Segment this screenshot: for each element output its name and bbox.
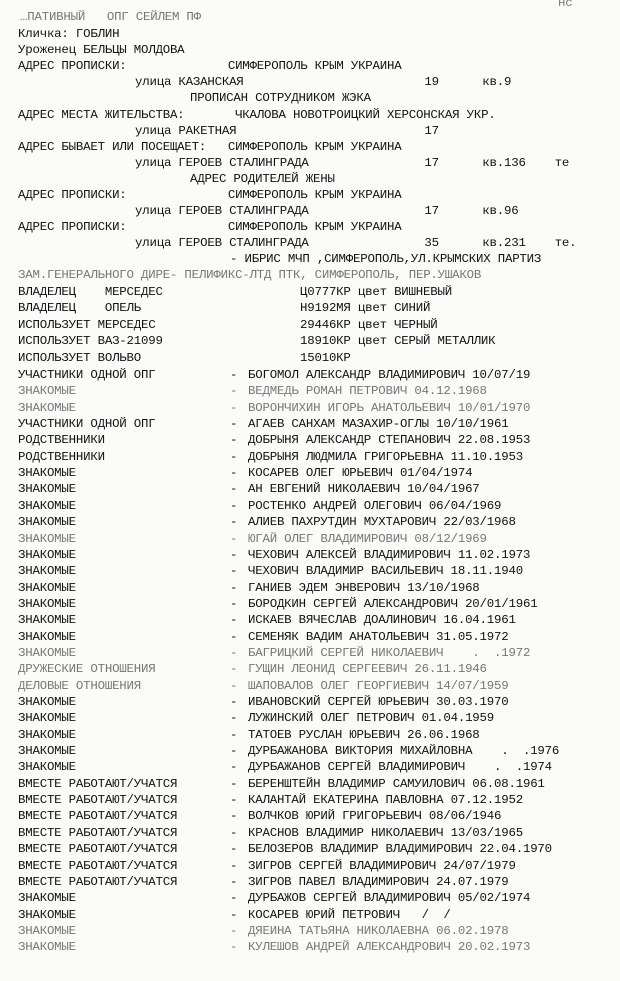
address-line: АДРЕС МЕСТА ЖИТЕЛЬСТВА: ЧКАЛОВА НОВОТРОИЦКИЙ ХЕРСОНСКАЯ УКР.	[18, 108, 496, 122]
relation-label: ЗНАКОМЫЕ	[18, 547, 76, 562]
relation-label: ЗНАКОМЫЕ	[18, 744, 76, 759]
relation-dash: -	[230, 760, 238, 775]
relation-dash: -	[230, 629, 238, 644]
relation-dash: -	[230, 662, 238, 677]
corner-mark: нс	[558, 0, 573, 10]
relation-label: УЧАСТНИКИ ОДНОЙ ОПГ	[18, 417, 156, 432]
relation-person: ГАНИЕВ ЭДЕМ ЭНВЕРОВИЧ 13/10/1968	[248, 580, 480, 595]
relation-label: ЗНАКОМЫЕ	[18, 580, 76, 595]
relation-dash: -	[230, 776, 238, 791]
relation-person: ШАПОВАЛОВ ОЛЕГ ГЕОРГИЕВИЧ 14/07/1959	[248, 678, 509, 693]
relation-label: УЧАСТНИКИ ОДНОЙ ОПГ	[18, 368, 156, 382]
relation-label: ЗНАКОМЫЕ	[18, 482, 76, 497]
vehicle-role: ВЛАДЕЛЕЦ МЕРСЕДЕС	[18, 285, 163, 299]
relation-person: ЮГАЙ ОЛЕГ ВЛАДИМИРОВИЧ 08/12/1969	[248, 531, 487, 546]
relation-dash: -	[230, 727, 238, 742]
address-line: АДРЕС ПРОПИСКИ: СИМФЕРОПОЛЬ КРЫМ УКРАИНА	[18, 59, 402, 73]
address-line: улица ГЕРОЕВ СТАЛИНГРАДА 35 кв.231 те.	[135, 236, 577, 250]
relation-dash: -	[230, 564, 238, 579]
business-line: ЗАМ.ГЕНЕРАЛЬНОГО ДИРЕ- ПЕЛИФИКС-ЛТД ПТК, СИМФЕРОПОЛЬ, ПЕР.УШАКОВ	[18, 268, 482, 282]
relation-person: ТАТОЕВ РУСЛАН ЮРЬЕВИЧ 26.06.1968	[248, 727, 480, 742]
relation-label: ДРУЖЕСКИЕ ОТНОШЕНИЯ	[18, 662, 156, 677]
relation-label: РОДСТВЕННИКИ	[18, 433, 105, 448]
relation-dash: -	[230, 400, 238, 415]
vehicle-role: ВЛАДЕЛЕЦ ОПЕЛЬ	[18, 301, 142, 316]
relation-person: ГУЩИН ЛЕОНИД СЕРГЕЕВИЧ 26.11.1946	[248, 662, 487, 677]
relation-person: ДУРБАЖАНОВ СЕРГЕЙ ВЛАДИМИРОВИЧ . .1974	[248, 760, 552, 775]
address-line: улица ГЕРОЕВ СТАЛИНГРАДА 17 кв.96	[135, 204, 519, 218]
relation-person: СЕМЕНЯК ВАДИМ АНАТОЛЬЕВИЧ 31.05.1972	[248, 629, 509, 644]
relation-label: ЗНАКОМЫЕ	[18, 645, 76, 660]
address-line: АДРЕС ПРОПИСКИ: СИМФЕРОПОЛЬ КРЫМ УКРАИНА	[18, 188, 402, 202]
relation-label: ЗНАКОМЫЕ	[18, 891, 76, 906]
relation-dash: -	[230, 580, 238, 595]
relation-person: КОСАРЕВ ЮРИЙ ПЕТРОВИЧ / /	[248, 907, 451, 922]
relation-person: ДУРБАЖОВ СЕРГЕЙ ВЛАДИМИРОВИЧ 05/02/1974	[248, 891, 531, 906]
relation-dash: -	[230, 531, 238, 546]
relation-dash: -	[230, 793, 238, 808]
relation-person: ЗИГРОВ СЕРГЕЙ ВЛАДИМИРОВИЧ 24/07/1979	[248, 858, 516, 873]
relation-dash: -	[230, 466, 238, 481]
address-line: улица РАКЕТНАЯ 17	[135, 124, 439, 138]
relation-person: КАЛАНТАЙ ЕКАТЕРИНА ПАВЛОВНА 07.12.1952	[248, 793, 523, 808]
vehicle-plate: 15010КР	[300, 350, 351, 365]
relation-label: ЗНАКОМЫЕ	[18, 498, 76, 513]
vehicle-plate: 18910КР цвет СЕРЫЙ МЕТАЛЛИК	[300, 334, 496, 349]
relation-person: АГАЕВ САНХАМ МАЗАХИР-ОГЛЫ 10/10/1961	[248, 417, 509, 432]
relation-dash: -	[230, 645, 238, 660]
relation-person: ИВАНОВСКИЙ СЕРГЕЙ ЮРЬЕВИЧ 30.03.1970	[248, 695, 509, 709]
relation-label: ЗНАКОМЫЕ	[18, 940, 76, 955]
address-line: АДРЕС РОДИТЕЛЕЙ ЖЕНЫ	[190, 172, 335, 186]
relation-dash: -	[230, 515, 238, 530]
relation-label: ЗНАКОМЫЕ	[18, 596, 76, 611]
relation-person: ЗИГРОВ ПАВЕЛ ВЛАДИМИРОВИЧ 24.07.1979	[248, 874, 509, 889]
relation-label: ЗНАКОМЫЕ	[18, 466, 76, 481]
relation-label: ВМЕСТЕ РАБОТАЮТ/УЧАТСЯ	[18, 874, 178, 889]
relation-dash: -	[230, 825, 238, 840]
relation-person: ВОРОНЧИХИН ИГОРЬ АНАТОЛЬЕВИЧ 10/01/1970	[248, 400, 531, 415]
relation-dash: -	[230, 940, 238, 955]
relation-label: ЗНАКОМЫЕ	[18, 515, 76, 530]
business-line: - ИБРИС МЧП ,СИМФЕРОПОЛЬ,УЛ.КРЫМСКИХ ПАРТИЗ	[230, 252, 542, 266]
relation-dash: -	[230, 858, 238, 873]
relation-dash: -	[230, 384, 238, 399]
relation-label: ЗНАКОМЫЕ	[18, 400, 76, 415]
vehicle-plate: Н9192МЯ цвет СИНИЙ	[300, 301, 431, 316]
relation-person: БОРОДКИН СЕРГЕЙ АЛЕКСАНДРОВИЧ 20/01/1961	[248, 596, 538, 611]
relation-dash: -	[230, 907, 238, 922]
relation-label: ВМЕСТЕ РАБОТАЮТ/УЧАТСЯ	[18, 776, 178, 791]
address-line: улица ГЕРОЕВ СТАЛИНГРАДА 17 кв.136 те	[135, 156, 570, 170]
relation-person: ДУРБАЖАНОВА ВИКТОРИЯ МИХАЙЛОВНА . .1976	[248, 744, 560, 759]
address-line: ПРОПИСАН СОТРУДНИКОМ ЖЭКА	[190, 91, 371, 105]
relation-person: КУЛЕШОВ АНДРЕЙ АЛЕКСАНДРОВИЧ 20.02.1973	[248, 940, 531, 955]
relation-person: РОСТЕНКО АНДРЕЙ ОЛЕГОВИЧ 06/04/1969	[248, 498, 502, 513]
relation-person: ДЯЕИНА ТАТЬЯНА НИКОЛАЕВНА 06.02.1978	[248, 923, 509, 938]
relation-dash: -	[230, 482, 238, 497]
relation-label: ЗНАКОМЫЕ	[18, 907, 76, 922]
relation-label: ЗНАКОМЫЕ	[18, 727, 76, 742]
relation-dash: -	[230, 596, 238, 611]
relation-person: КОСАРЕВ ОЛЕГ ЮРЬЕВИЧ 01/04/1974	[248, 466, 473, 481]
relation-label: ВМЕСТЕ РАБОТАЮТ/УЧАТСЯ	[18, 809, 178, 824]
relation-label: ЗНАКОМЫЕ	[18, 613, 76, 628]
relation-person: ВЕДМЕДЬ РОМАН ПЕТРОВИЧ 04.12.1968	[248, 384, 487, 399]
relation-dash: -	[230, 744, 238, 759]
relation-dash: -	[230, 547, 238, 562]
relation-label: РОДСТВЕННИКИ	[18, 449, 105, 464]
header-top-line: …ПАТИВНЫЙ ОПГ СЕЙЛЕМ ПФ	[20, 10, 201, 24]
relation-dash: -	[230, 891, 238, 906]
relation-label: ВМЕСТЕ РАБОТАЮТ/УЧАТСЯ	[18, 793, 178, 808]
relation-label: ДЕЛОВЫЕ ОТНОШЕНИЯ	[18, 678, 142, 693]
relation-label: ЗНАКОМЫЕ	[18, 629, 76, 644]
relation-person: ЛУЖИНСКИЙ ОЛЕГ ПЕТРОВИЧ 01.04.1959	[248, 711, 495, 726]
relation-person: БЕЛОЗЕРОВ ВЛАДИМИР ВЛАДИМИРОВИЧ 22.04.1970	[248, 842, 552, 857]
relation-person: БАГРИЦКИЙ СЕРГЕЙ НИКОЛАЕВИЧ . .1972	[248, 645, 531, 660]
relation-dash: -	[230, 613, 238, 628]
relation-label: ВМЕСТЕ РАБОТАЮТ/УЧАТСЯ	[18, 825, 178, 840]
address-line: АДРЕС БЫВАЕТ ИЛИ ПОСЕЩАЕТ: СИМФЕРОПОЛЬ КРЫМ УКРАИНА	[18, 140, 402, 154]
relation-label: ЗНАКОМЫЕ	[18, 695, 76, 709]
relation-person: ДОБРЫНЯ АЛЕКСАНДР СТЕПАНОВИЧ 22.08.1953	[248, 433, 531, 448]
address-line: АДРЕС ПРОПИСКИ: СИМФЕРОПОЛЬ КРЫМ УКРАИНА	[18, 220, 402, 234]
relation-person: ЧЕХОВИЧ АЛЕКСЕЙ ВЛАДИМИРОВИЧ 11.02.1973	[248, 547, 531, 562]
relation-dash: -	[230, 695, 238, 709]
relation-person: БЕРЕНШТЕЙН ВЛАДИМИР САМУИЛОВИЧ 06.08.1961	[248, 776, 545, 791]
relation-person: ЧЕХОВИЧ ВЛАДИМИР ВАСИЛЬЕВИЧ 18.11.1940	[248, 564, 523, 579]
relation-label: ЗНАКОМЫЕ	[18, 760, 76, 775]
relation-label: ЗНАКОМЫЕ	[18, 531, 76, 546]
birthplace-line: Уроженец БЕЛЬЦЫ МОЛДОВА	[18, 43, 185, 57]
relation-dash: -	[230, 711, 238, 726]
vehicle-plate: 29446КР цвет ЧЕРНЫЙ	[300, 317, 438, 332]
relation-label: ЗНАКОМЫЕ	[18, 923, 76, 938]
relation-dash: -	[230, 678, 238, 693]
vehicle-role: ИСПОЛЬЗУЕТ ВАЗ-21099	[18, 334, 163, 349]
relation-dash: -	[230, 923, 238, 938]
nickname-line: Кличка: ГОБЛИН	[18, 27, 120, 41]
relation-label: ЗНАКОМЫЕ	[18, 711, 76, 726]
vehicle-role: ИСПОЛЬЗУЕТ ВОЛЬВО	[18, 350, 142, 365]
relation-dash: -	[230, 874, 238, 889]
relation-label: ВМЕСТЕ РАБОТАЮТ/УЧАТСЯ	[18, 842, 178, 857]
relation-dash: -	[230, 433, 238, 448]
relation-person: БОГОМОЛ АЛЕКСАНДР ВЛАДИМИРОВИЧ 10/07/19	[248, 368, 531, 382]
relation-person: КРАСНОВ ВЛАДИМИР НИКОЛАЕВИЧ 13/03/1965	[248, 825, 523, 840]
relation-person: ДОБРЫНЯ ЛЮДМИЛА ГРИГОРЬЕВНА 11.10.1953	[248, 449, 523, 464]
relation-person: АН ЕВГЕНИЙ НИКОЛАЕВИЧ 10/04/1967	[248, 482, 480, 497]
relation-dash: -	[230, 368, 238, 382]
vehicle-role: ИСПОЛЬЗУЕТ МЕРСЕДЕС	[18, 317, 156, 332]
relation-dash: -	[230, 498, 238, 513]
relation-dash: -	[230, 449, 238, 464]
relation-label: ВМЕСТЕ РАБОТАЮТ/УЧАТСЯ	[18, 858, 178, 873]
relation-dash: -	[230, 417, 238, 432]
relation-person: ИСКАЕВ ВЯЧЕСЛАВ ДОАЛИНОВИЧ 16.04.1961	[248, 613, 516, 628]
relation-label: ЗНАКОМЫЕ	[18, 384, 76, 399]
relation-label: ЗНАКОМЫЕ	[18, 564, 76, 579]
vehicle-plate: Ц0777КР цвет ВИШНЕВЫЙ	[300, 285, 452, 299]
relation-person: ВОЛЧКОВ ЮРИЙ ГРИГОРЬЕВИЧ 08/06/1946	[248, 809, 502, 824]
relation-dash: -	[230, 842, 238, 857]
relation-person: АЛИЕВ ПАХРУТДИН МУХТАРОВИЧ 22/03/1968	[248, 515, 516, 530]
address-line: улица КАЗАНСКАЯ 19 кв.9	[135, 75, 512, 89]
relation-dash: -	[230, 809, 238, 824]
